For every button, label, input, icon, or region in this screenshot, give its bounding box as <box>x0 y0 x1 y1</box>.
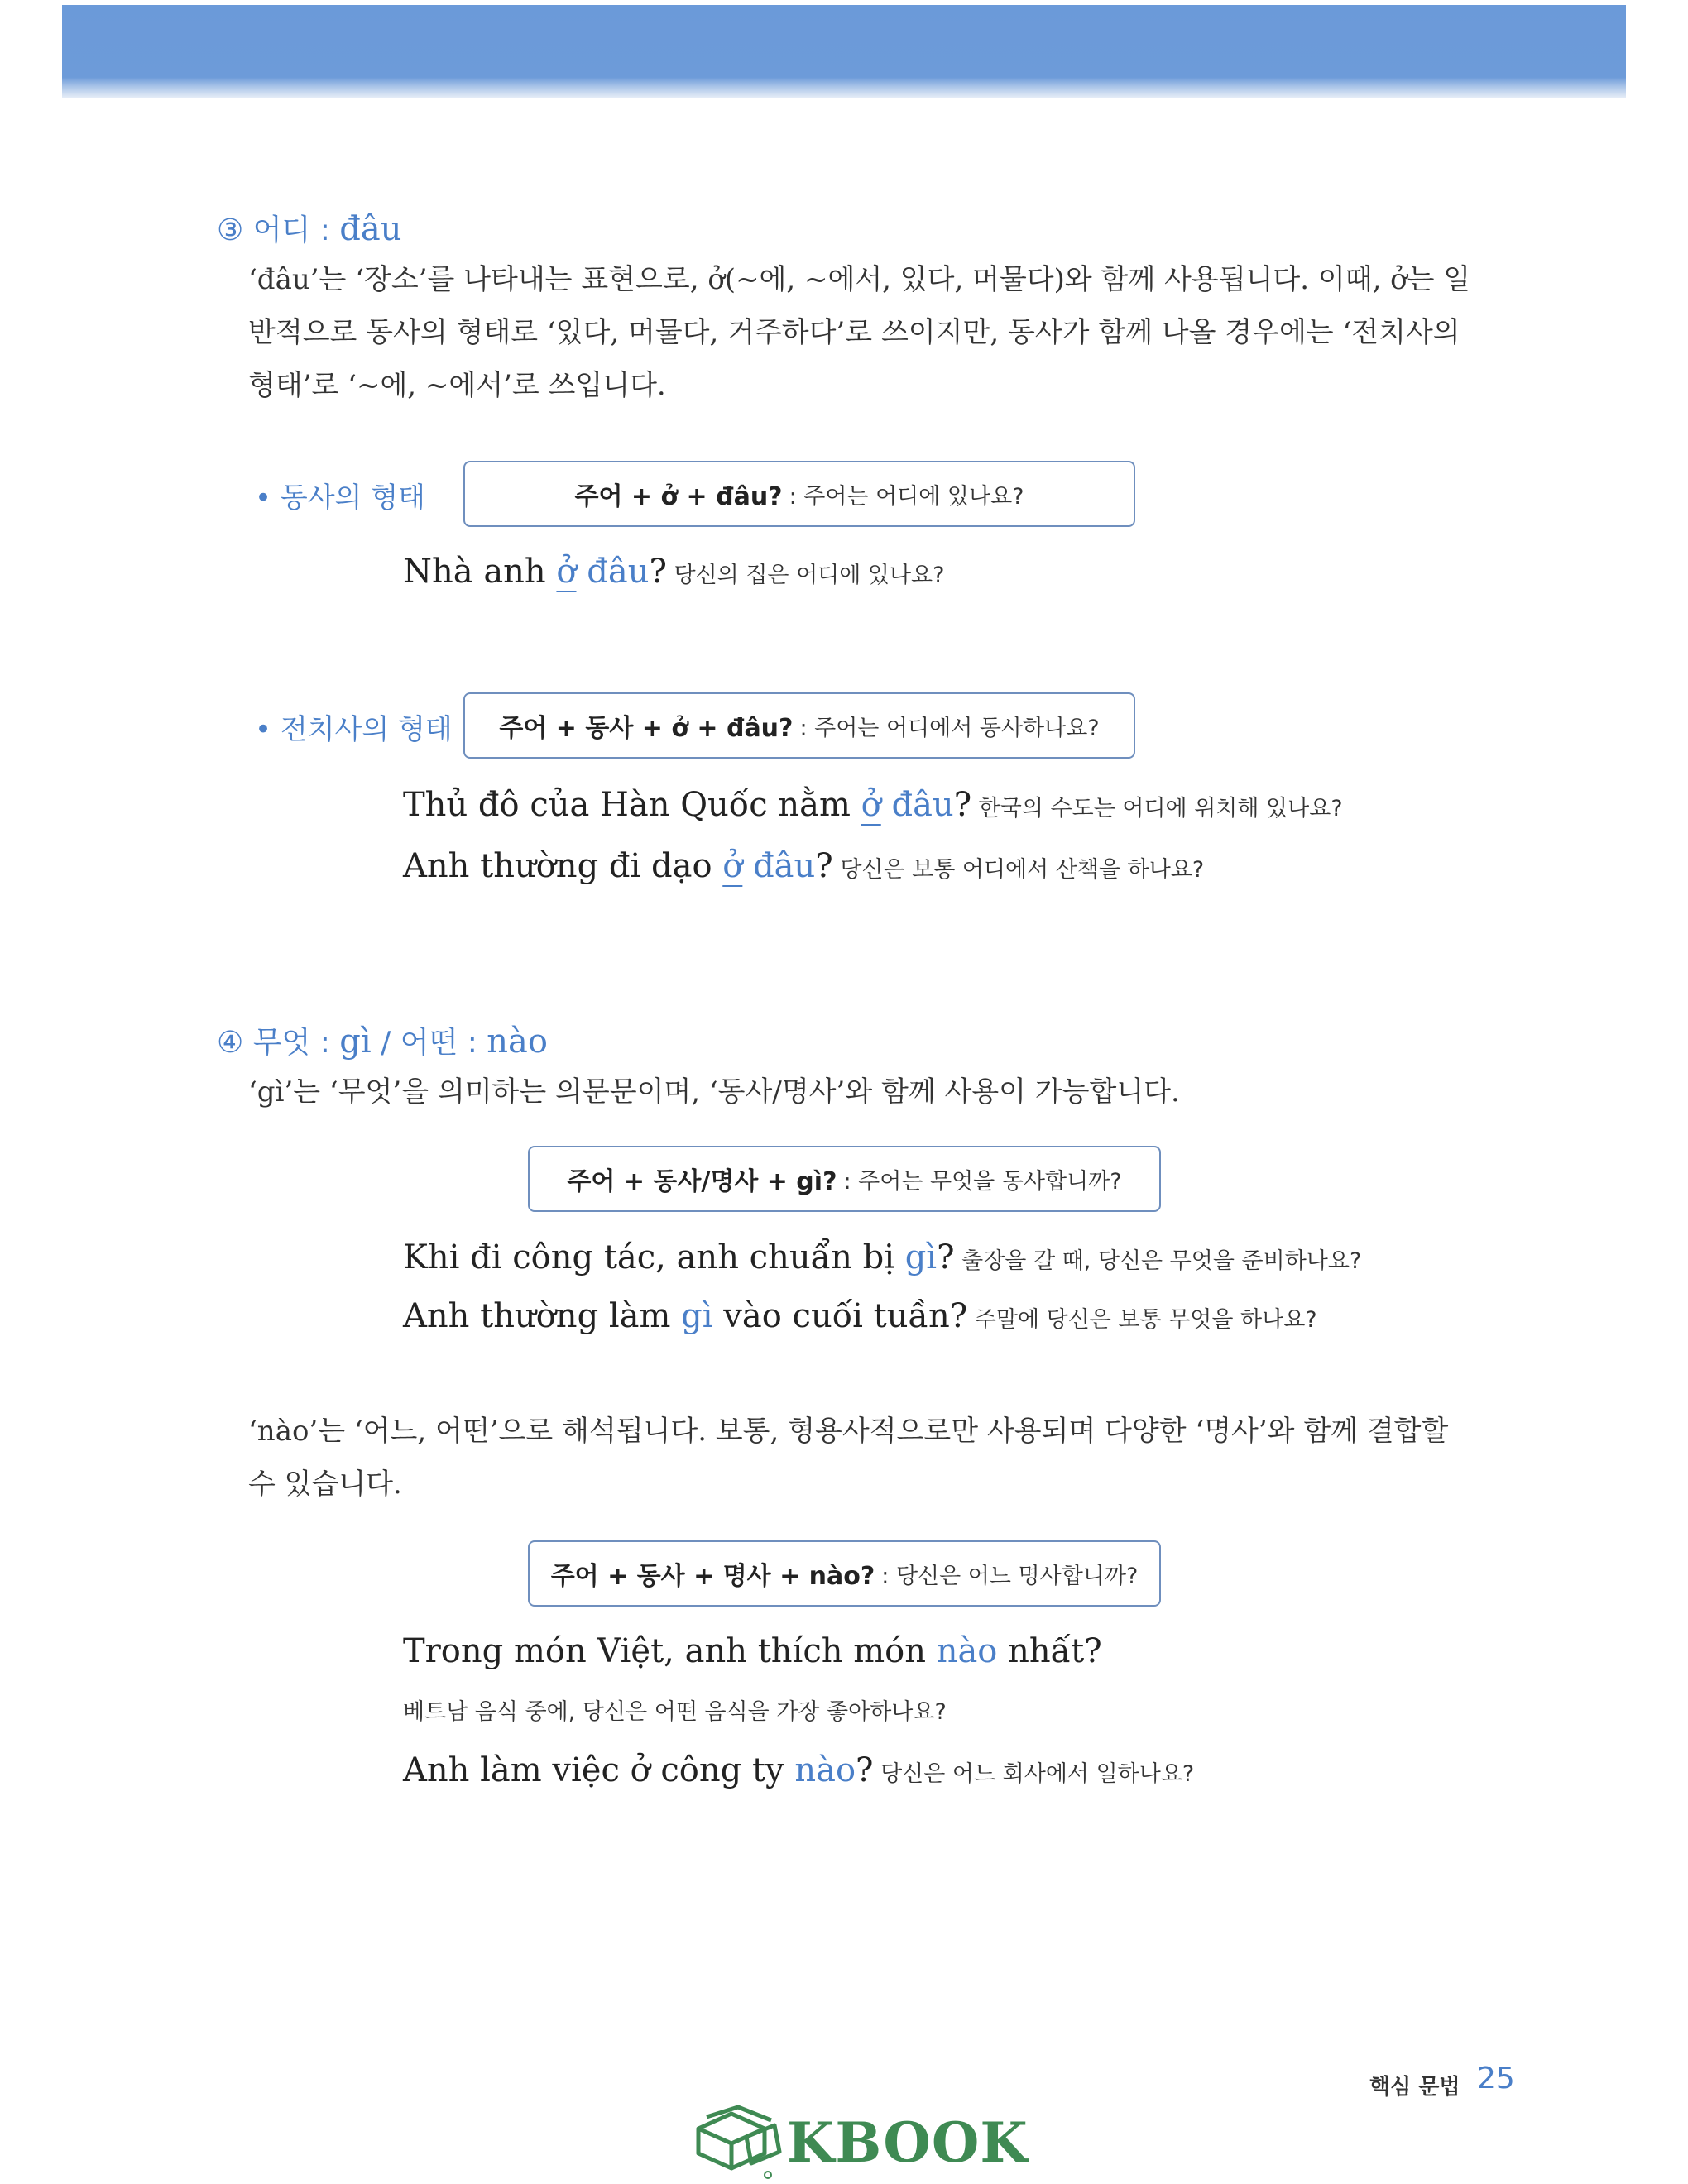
nao-example-2: Anh làm việc ở công ty nào? 당신은 어느 회사에서 일하나요? <box>403 1751 1195 1789</box>
verb-form-label: • 동사의 형태 <box>255 481 425 515</box>
page-number: 25 <box>1477 2062 1515 2095</box>
logo-wordmark: KBOOK <box>787 2110 1029 2175</box>
gi-paragraph: ‘gì’는 ‘무엇’을 의미하는 의문문이며, ‘동사/명사’와 함께 사용이 가능합니다. <box>248 1075 1180 1109</box>
book-stack-icon <box>688 2104 784 2182</box>
nao-example-1-translation: 베트남 음식 중에, 당신은 어떤 음식을 가장 좋아하나요? <box>403 1699 947 1725</box>
prep-form-example-1: Thủ đô của Hàn Quốc nằm ở đâu? 한국의 수도는 어디에 위치해 있나요? <box>403 786 1343 824</box>
kbook-logo <box>688 2101 1029 2184</box>
prep-form-label: • 전치사의 형태 <box>255 713 453 746</box>
section-4-heading: ④ 무엇 : gì / 어떤 : nào <box>217 1023 548 1061</box>
gi-example-2: Anh thường làm gì vào cuối tuần? 주말에 당신은 보통 무엇을 하나요? <box>403 1297 1317 1335</box>
nao-example-1: Trong món Việt, anh thích món nào nhất? <box>403 1632 1102 1670</box>
prep-form-example-2: Anh thường đi dạo ở đâu? 당신은 보통 어디에서 산책을 하나요? <box>403 847 1205 885</box>
verb-form-formula-box: 주어 + ở + đâu? : 주어는 어디에 있나요? <box>463 461 1135 527</box>
header-banner <box>62 5 1626 98</box>
nao-paragraph: ‘nào’는 ‘어느, 어떤’으로 해석됩니다. 보통, 형용사적으로만 사용되며 다양한 ‘명사’와 함께 결합할 수 있습니다. <box>248 1415 1449 1501</box>
verb-form-example: Nhà anh ở đâu? 당신의 집은 어디에 있나요? <box>403 553 945 591</box>
nao-formula-box: 주어 + 동사 + 명사 + nào? : 당신은 어느 명사합니까? <box>528 1540 1161 1607</box>
gi-example-1: Khi đi công tác, anh chuẩn bị gì? 출장을 갈 때, 당신은 무엇을 준비하나요? <box>403 1238 1362 1276</box>
section-3-heading: ③ 어디 : đâu <box>217 210 402 248</box>
gi-formula-box: 주어 + 동사/명사 + gì? : 주어는 무엇을 동사합니까? <box>528 1146 1161 1212</box>
section-3-paragraph: ‘đâu’는 ‘장소’를 나타내는 표현으로, ở(~에, ~에서, 있다, 머물다)와 함께 사용됩니다. 이때, ở는 일반적으로 동사의 형태로 ‘있다, 머물다, 거주하다’로 쓰이지만, 동사가 함께 나올 경우에는 ‘전치사의 형태’로 ‘~에, ~에서’로 쓰입니다. <box>248 263 1471 402</box>
footer-section-label: 핵심 문법 <box>1369 2075 1460 2100</box>
prep-form-formula-box: 주어 + 동사 + ở + đâu? : 주어는 어디에서 동사하나요? <box>463 692 1135 759</box>
